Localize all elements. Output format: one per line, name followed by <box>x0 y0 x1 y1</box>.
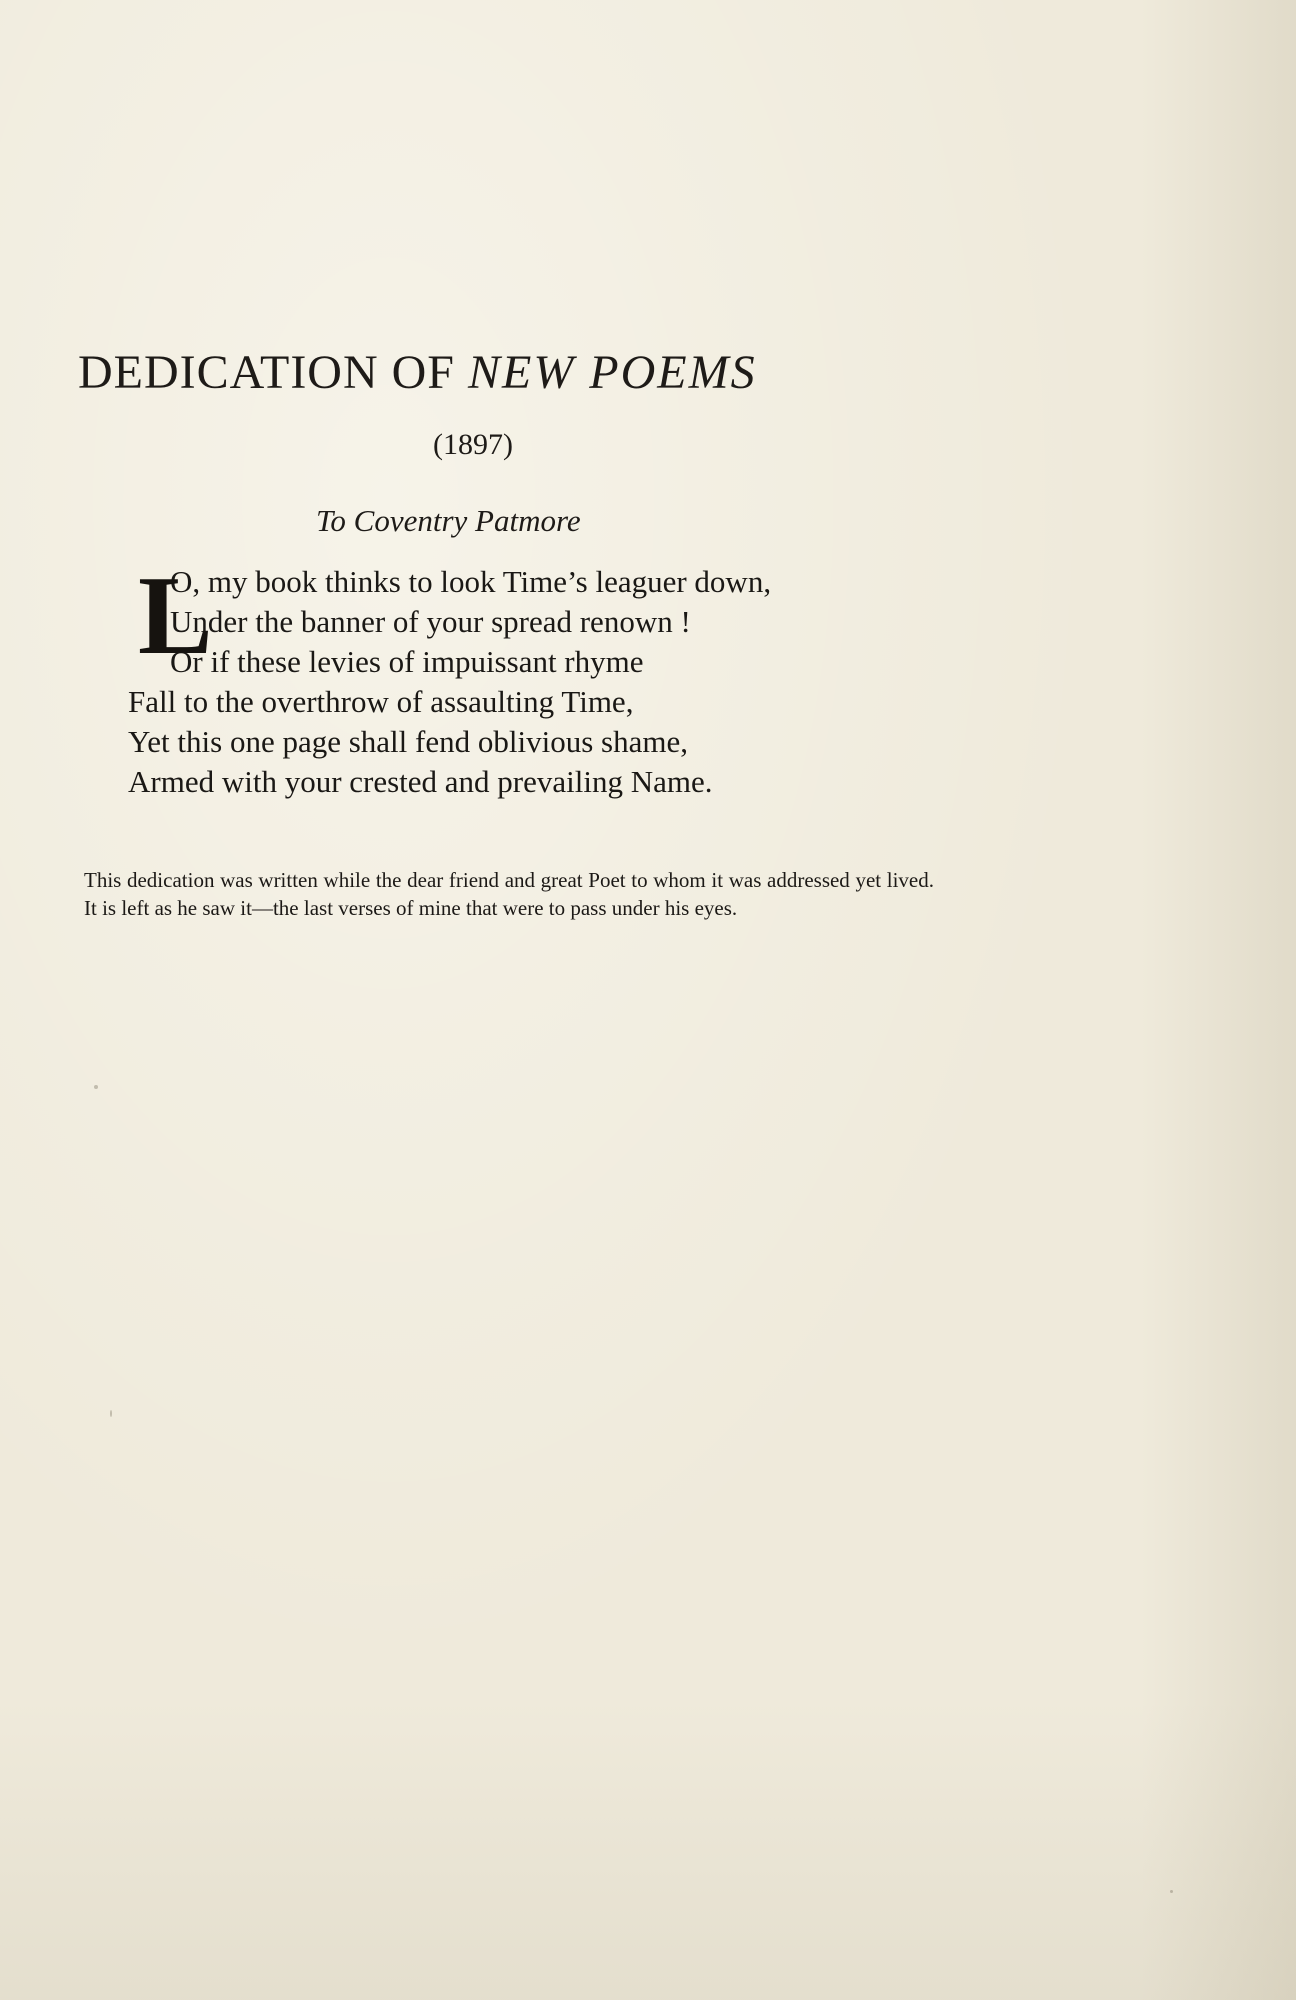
drop-cap: L <box>138 554 213 678</box>
poem-line: Yet this one page shall fend oblivious shame, <box>128 724 688 759</box>
page-title <box>78 345 938 400</box>
dedication-note: This dedication was written while the dear friend and great Poet to whom it was addressed yet lived. It is left as he saw it—the last verses of mine that were to pass under his eyes. <box>84 868 934 920</box>
dedication-subtitle: To Coventry Patmore <box>316 503 581 538</box>
poem-line: Fall to the overthrow of assaulting Time, <box>128 684 634 719</box>
publication-year: (1897) <box>433 428 513 461</box>
poem-line: Under the banner of your spread renown ! <box>170 604 691 639</box>
paper-speck <box>110 1410 112 1417</box>
poem-line: O, my book thinks to look Time’s leaguer down, <box>170 564 772 599</box>
poem-line: Or if these levies of impuissant rhyme <box>170 644 644 679</box>
poem <box>128 554 928 802</box>
paper-speck <box>94 1085 98 1089</box>
title-italic: NEW POEMS <box>467 346 757 399</box>
bleed-through-text <box>100 110 920 297</box>
paper-speck <box>1170 1890 1173 1893</box>
poem-line: Armed with your crested and prevailing Name. <box>128 764 713 799</box>
title-plain: DEDICATION OF <box>78 346 455 399</box>
